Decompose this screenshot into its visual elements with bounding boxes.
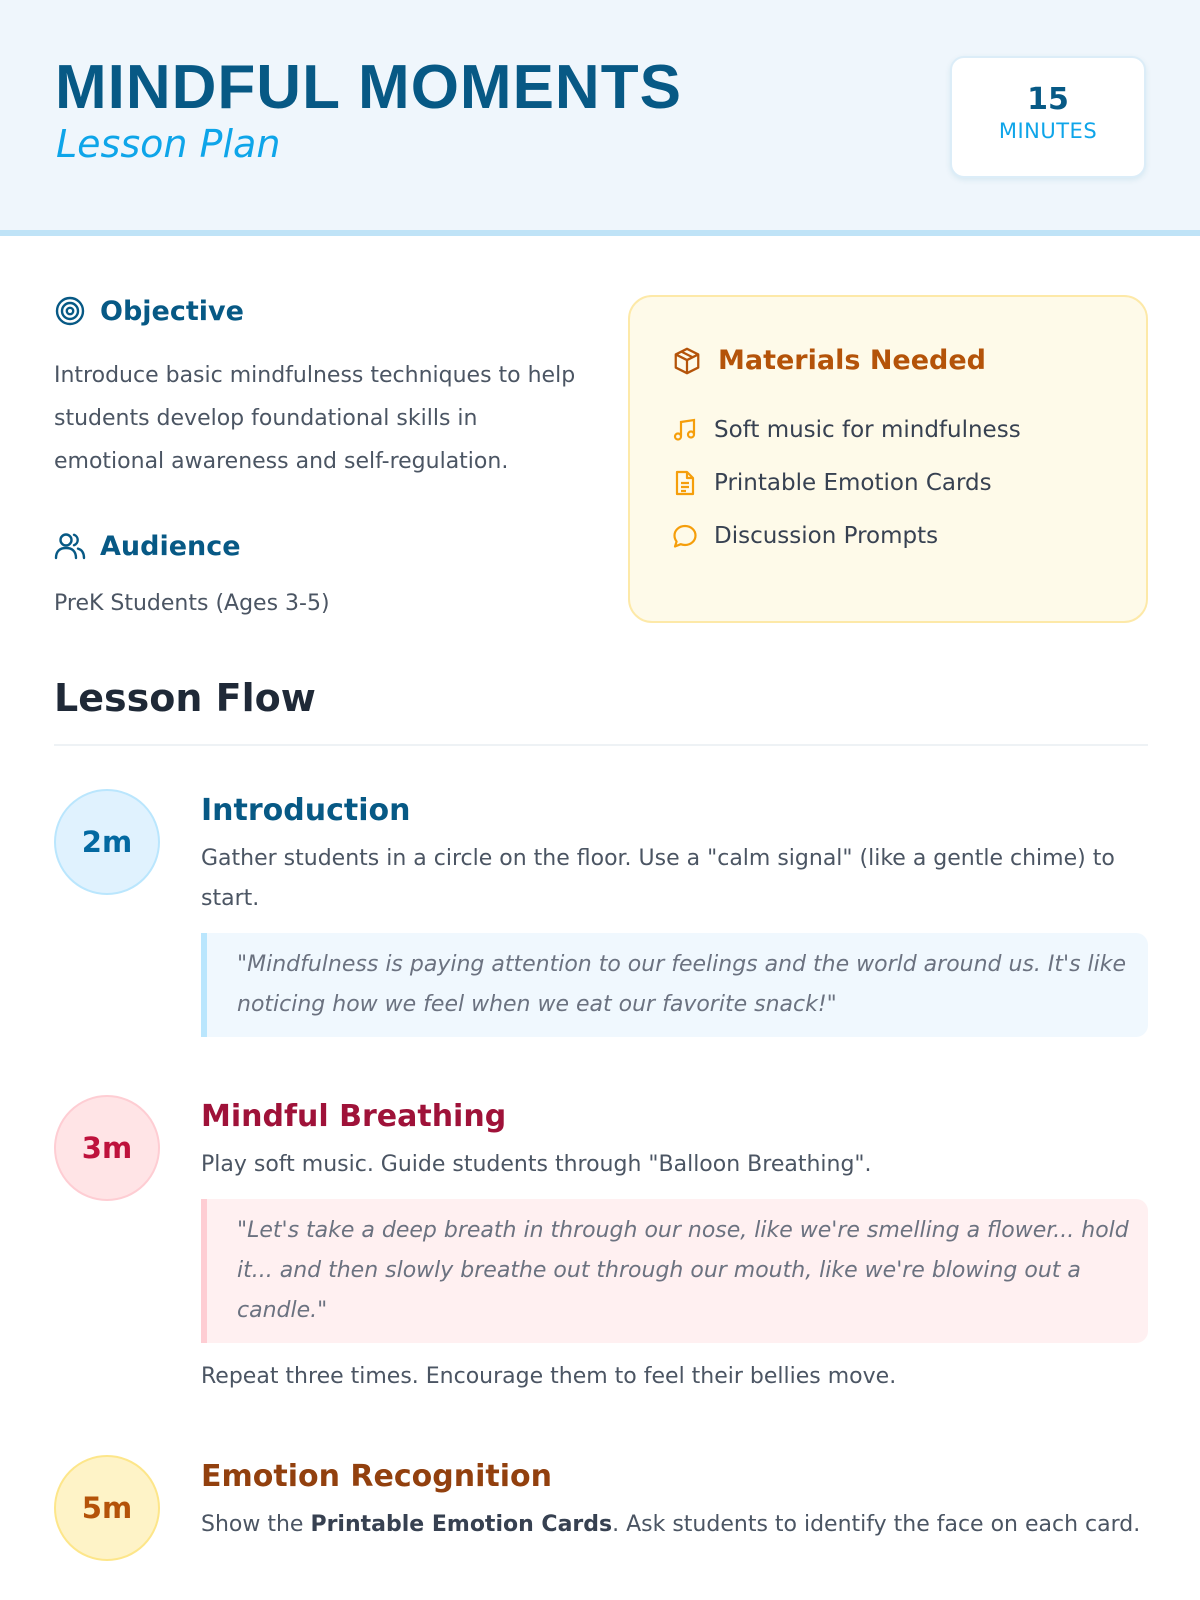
audience-heading-label: Audience: [100, 530, 241, 562]
step-text-part: . Ask students to identify the face on each card.: [612, 1512, 1141, 1537]
speech-bubble-icon: [672, 523, 698, 549]
objective-heading: [54, 295, 244, 327]
duration-unit: MINUTES: [998, 119, 1098, 143]
step-content: [201, 1095, 1148, 1397]
list-item: [672, 509, 1021, 562]
materials-card: [628, 295, 1148, 623]
duration-value: 15: [1027, 82, 1069, 117]
step-duration-badge: 2m: [54, 789, 160, 895]
page-header: [0, 0, 1200, 236]
step-text: Play soft music. Guide students through "Balloon Breathing".: [201, 1152, 872, 1177]
step-content: [201, 789, 1148, 1037]
page-title: MINDFUL MOMENTS: [55, 53, 682, 122]
page-subtitle: Lesson Plan: [56, 122, 281, 166]
step-title: Mindful Breathing: [201, 1099, 507, 1134]
step-text: [201, 1505, 1148, 1545]
users-icon: [54, 530, 86, 562]
step-title: Introduction: [201, 793, 411, 828]
music-note-icon: [672, 417, 698, 443]
material-label: Soft music for mindfulness: [714, 416, 1021, 443]
duration-badge: [950, 56, 1146, 178]
list-item: [672, 403, 1021, 456]
step-followup-text: Repeat three times. Encourage them to feel their bellies move.: [201, 1364, 897, 1389]
materials-heading: [672, 345, 986, 376]
objective-text: Introduce basic mindfulness techniques to help students develop foundational skills in emotional awareness and self-regulation.: [54, 363, 576, 474]
step-text: Gather students in a circle on the floor. Use a "calm signal" (like a gentle chime) to start.: [201, 846, 1115, 911]
step-title: Emotion Recognition: [201, 1459, 552, 1494]
step-quote: "Let's take a deep breath in through our nose, like we're smelling a flower... hold it... and then slowly breathe out through our mouth, like we're blowing out a candle.": [201, 1199, 1148, 1343]
audience-heading: [54, 530, 241, 562]
step-duration-badge: 3m: [54, 1095, 160, 1201]
objective-heading-label: Objective: [100, 295, 244, 327]
target-icon: [54, 295, 86, 327]
step-duration-badge: 5m: [54, 1455, 160, 1561]
step-text-part: Show the: [201, 1512, 311, 1537]
material-label: Discussion Prompts: [714, 522, 939, 549]
document-icon: [672, 470, 698, 496]
material-label: Printable Emotion Cards: [714, 469, 992, 496]
step-text-emphasis: Printable Emotion Cards: [310, 1512, 613, 1537]
list-item: [672, 456, 1021, 509]
divider: [54, 744, 1148, 746]
materials-heading-label: Materials Needed: [718, 345, 987, 376]
step-content: [201, 1455, 1148, 1545]
box-icon: [672, 346, 702, 376]
materials-list: [672, 403, 1021, 562]
audience-text: PreK Students (Ages 3-5): [54, 591, 330, 616]
step-quote: "Mindfulness is paying attention to our feelings and the world around us. It's like noticing how we feel when we eat our favorite snack!": [201, 933, 1148, 1037]
lesson-flow-heading: Lesson Flow: [54, 676, 316, 720]
